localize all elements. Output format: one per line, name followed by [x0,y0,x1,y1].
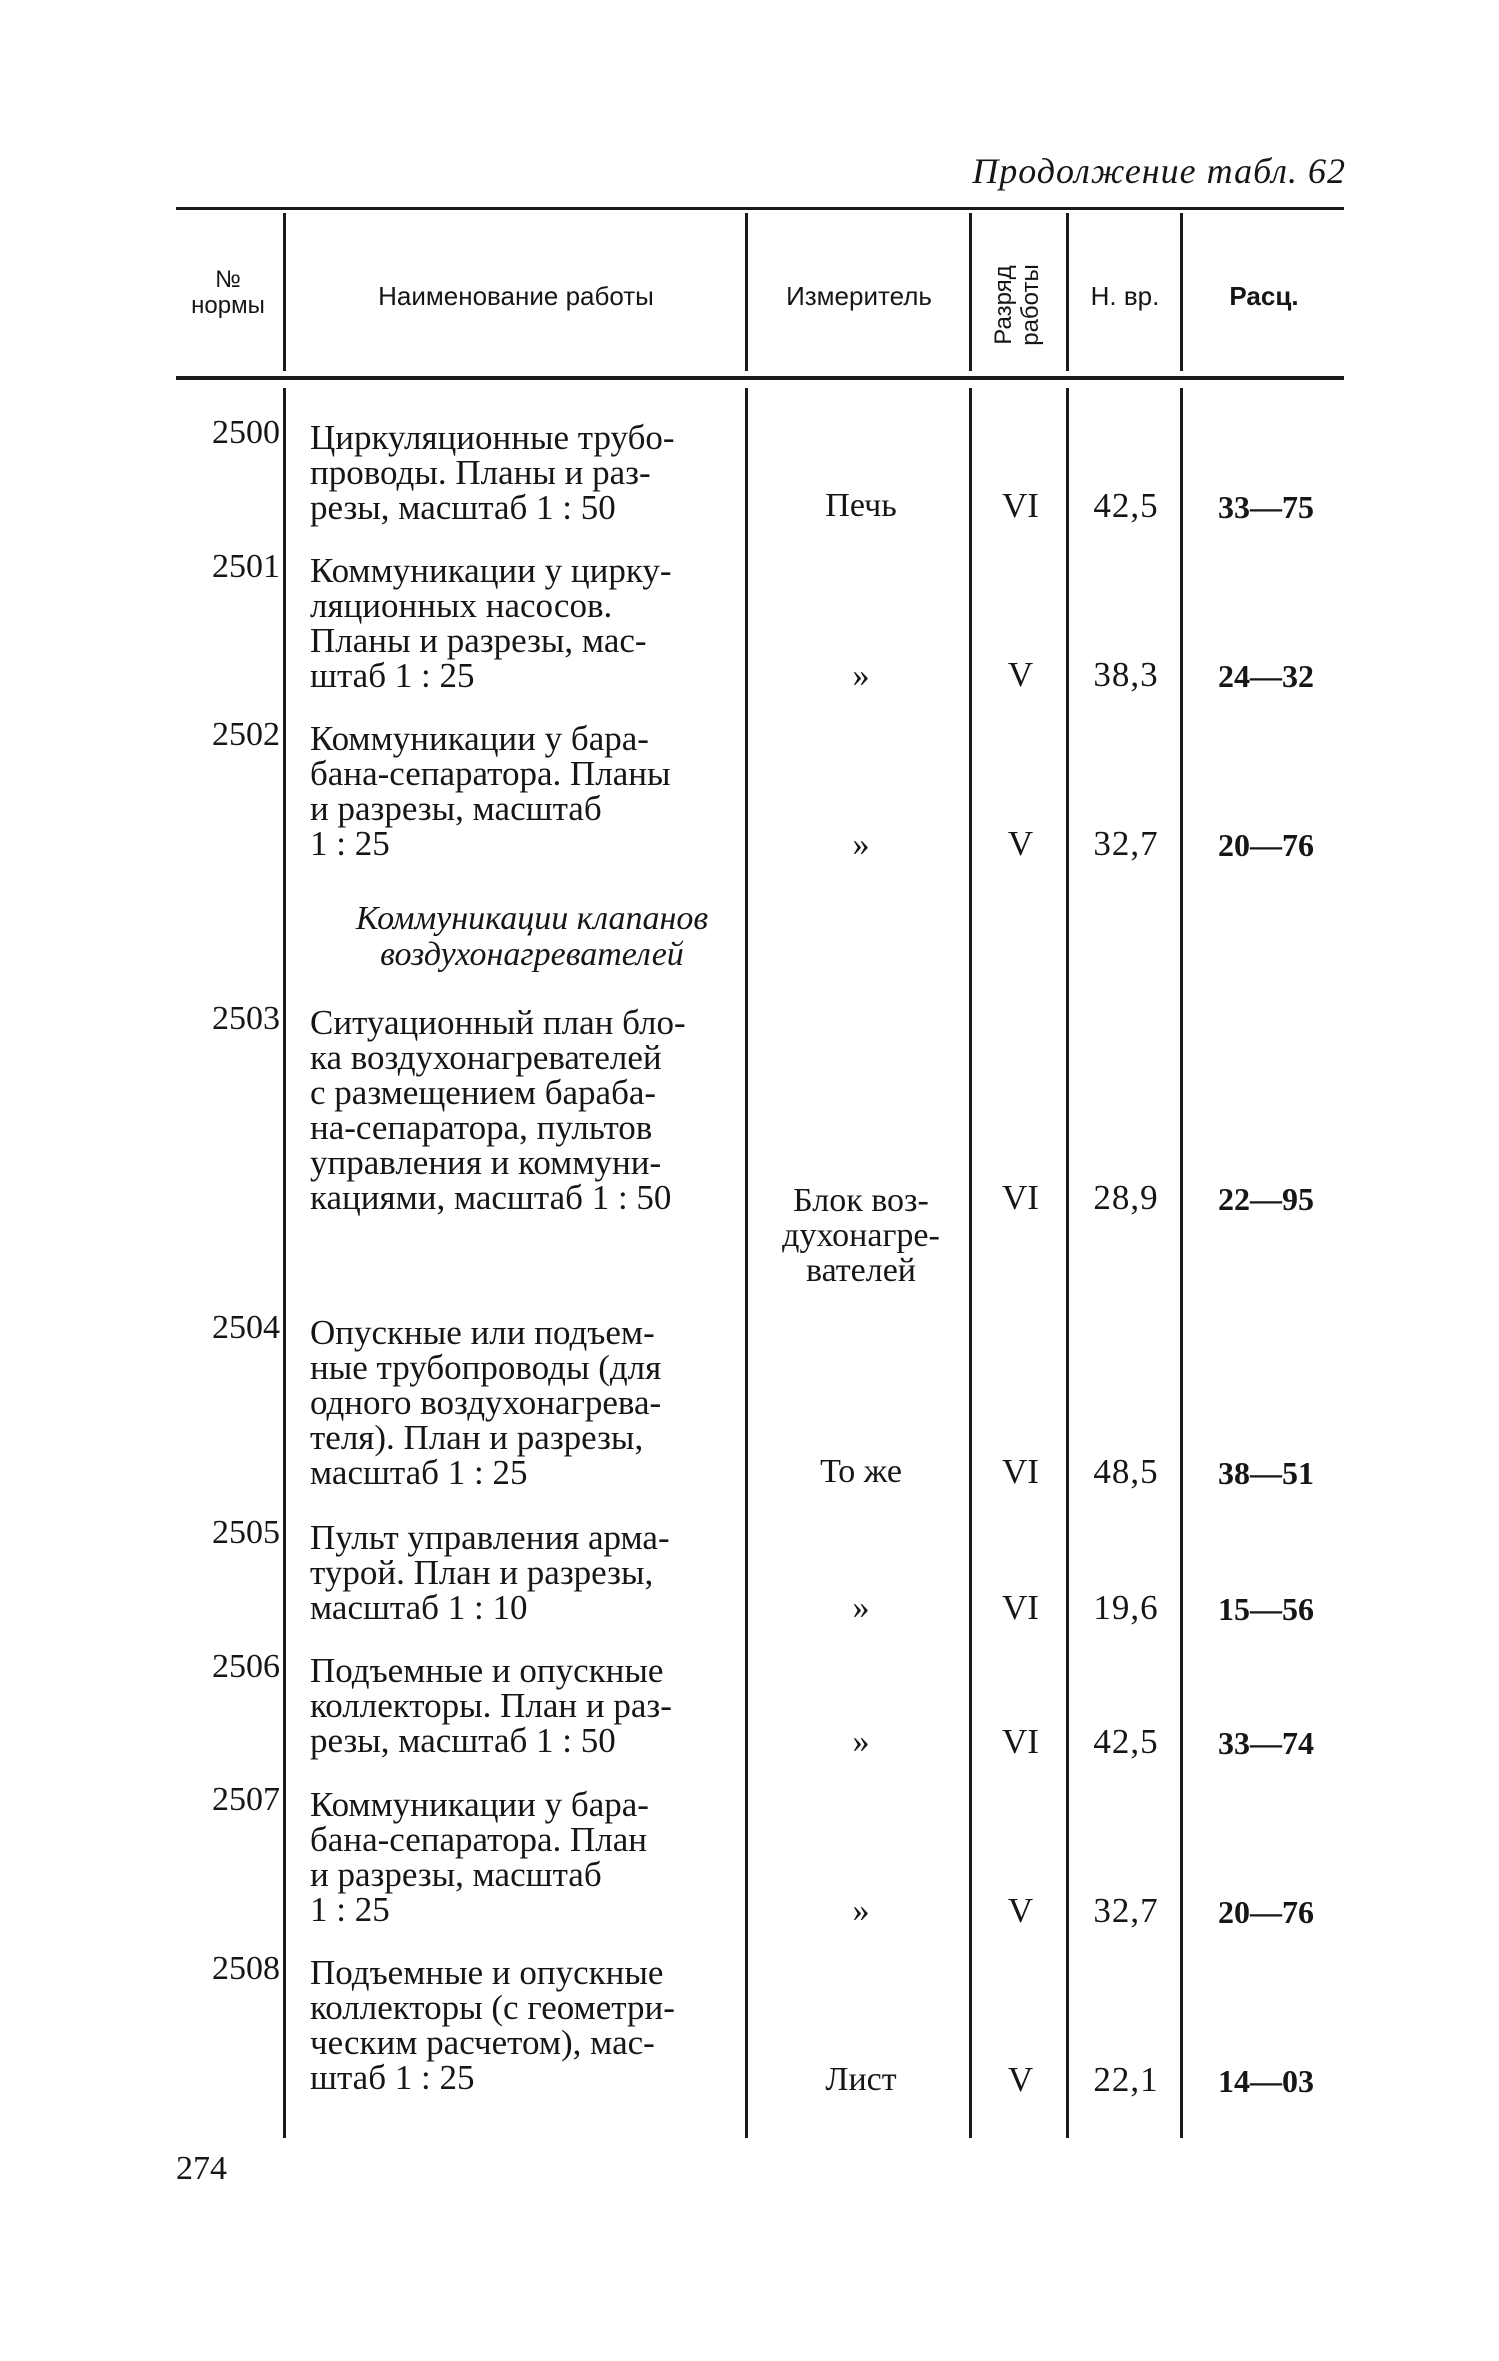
row-unit: » [852,1892,870,1929]
row-name [310,1653,735,1758]
row-time: 48,5 [1093,1452,1159,1491]
row-name-line: Планы и разрезы, мас- [310,621,647,660]
row-name-line: коллекторы (с геометри- [310,1988,675,2027]
row-name-line: ка воздухонагревателей [310,1038,662,1077]
row-grade: VI [1002,1722,1039,1761]
row-name-line: штаб 1 : 25 [310,2058,475,2097]
row-name-line: Подъемные и опускные [310,1953,664,1992]
row-name-line: 1 : 25 [310,824,390,863]
header-rate: Расц. [1229,280,1299,311]
row-name-line: кациями, масштаб 1 : 50 [310,1178,672,1217]
row-unit: » [852,826,870,863]
row-time: 38,3 [1093,655,1159,694]
row-name-line: Коммуникации у цирку- [310,551,672,590]
row-name-line: управления и коммуни- [310,1143,662,1182]
section-heading-line: воздухонагревателей [380,936,684,973]
table-top-rule [176,207,1344,210]
table-caption: Продолжение табл. 62 [972,151,1346,191]
col-divider [283,388,286,2138]
header-unit: Измеритель [786,280,932,311]
row-name-line: теля). План и разрезы, [310,1418,644,1457]
row-name [310,553,735,693]
col-divider [969,213,972,371]
row-grade: VI [1002,1178,1039,1217]
row-name-line: Ситуационный план бло- [310,1003,686,1042]
row-name-line: масштаб 1 : 10 [310,1588,528,1627]
row-rate: 15—56 [1218,1591,1314,1627]
row-unit-line: духонагре- [782,1217,940,1254]
row-grade: V [1007,824,1034,863]
row-unit [752,1183,970,1288]
row-unit-line: вателей [805,1252,917,1289]
row-time: 22,1 [1093,2060,1159,2099]
row-time: 28,9 [1093,1178,1159,1217]
row-name-line: резы, масштаб 1 : 50 [310,1721,616,1760]
col-divider [1180,213,1183,371]
row-unit: » [852,1589,870,1626]
row-rate: 14—03 [1218,2063,1314,2099]
header-number-line: нормы [191,292,265,319]
row-unit-line: Блок воз- [793,1182,929,1219]
row-time: 19,6 [1093,1588,1159,1627]
row-name-line: штаб 1 : 25 [310,656,475,695]
row-name-line: и разрезы, масштаб [310,1855,602,1894]
row-number: 2506 [212,1648,280,1685]
row-name [310,1955,735,2095]
row-time: 42,5 [1093,1722,1159,1761]
row-grade: V [1007,1891,1034,1930]
row-name-line: ческим расчетом), мас- [310,2023,655,2062]
row-name [310,1005,735,1215]
row-grade: VI [1002,1452,1039,1491]
row-rate: 22—95 [1218,1181,1314,1217]
row-name-line: коллекторы. План и раз- [310,1686,672,1725]
row-time: 32,7 [1093,1891,1159,1930]
header-grade-line: Разряд [990,265,1017,345]
row-name-line: Опускные или подъем- [310,1313,655,1352]
row-name-line: ляционных насосов. [310,586,613,625]
row-name-line: масштаб 1 : 25 [310,1453,528,1492]
row-name-line: турой. План и разрезы, [310,1553,654,1592]
col-divider [283,213,286,371]
col-divider [745,213,748,371]
row-time: 32,7 [1093,824,1159,863]
header-number-line: № [215,266,241,293]
header-number [176,258,280,328]
row-number: 2502 [212,716,280,753]
row-number: 2501 [212,548,280,585]
row-number: 2505 [212,1514,280,1551]
row-number: 2500 [212,414,280,451]
row-number: 2508 [212,1950,280,1987]
row-name-line: бана-сепаратора. План [310,1820,648,1859]
header-grade-line: работы [1017,264,1044,346]
row-unit: Лист [825,2061,897,2098]
row-rate: 33—74 [1218,1725,1314,1761]
header-time: Н. вр. [1090,280,1160,311]
row-rate: 38—51 [1218,1455,1314,1491]
row-grade: VI [1002,486,1039,525]
row-name [310,420,735,525]
row-unit: То же [820,1453,902,1490]
row-name-line: одного воздухонагрева- [310,1383,662,1422]
row-name-line: на-сепаратора, пультов [310,1108,653,1147]
row-unit: » [852,1723,870,1760]
col-divider [745,388,748,2138]
row-name-line: Коммуникации у бара- [310,1785,649,1824]
col-divider [1066,388,1069,2138]
section-heading-line: Коммуникации клапанов [355,900,709,937]
row-name-line: ные трубопроводы (для [310,1348,662,1387]
row-name-line: резы, масштаб 1 : 50 [310,488,616,527]
row-name-line: и разрезы, масштаб [310,789,602,828]
row-time: 42,5 [1093,486,1159,525]
header-bottom-rule [176,376,1344,380]
row-rate: 20—76 [1218,827,1314,863]
row-grade: V [1007,655,1034,694]
row-name [310,1520,735,1625]
row-name-line: Подъемные и опускные [310,1651,664,1690]
col-divider [1180,388,1183,2138]
header-grade [990,225,1046,385]
row-name-line: 1 : 25 [310,1890,390,1929]
row-rate: 20—76 [1218,1894,1314,1930]
row-number: 2503 [212,1000,280,1037]
row-grade: V [1007,2060,1034,2099]
row-name [310,1315,735,1490]
row-number: 2507 [212,1781,280,1818]
row-number: 2504 [212,1309,280,1346]
row-rate: 33—75 [1218,489,1314,525]
section-heading [312,901,752,973]
row-name-line: проводы. Планы и раз- [310,453,651,492]
row-unit: » [852,657,870,694]
row-name [310,1787,735,1927]
row-name-line: Коммуникации у бара- [310,719,649,758]
row-name-line: бана-сепаратора. Планы [310,754,671,793]
header-name: Наименование работы [378,280,654,311]
row-rate: 24—32 [1218,658,1314,694]
col-divider [1066,213,1069,371]
row-name-line: Пульт управления арма- [310,1518,670,1557]
row-name-line: Циркуляционные трубо- [310,418,675,457]
row-unit: Печь [825,487,897,524]
row-grade: VI [1002,1588,1039,1627]
page-number: 274 [176,2150,227,2187]
row-name-line: с размещением бараба- [310,1073,657,1112]
row-name [310,721,735,861]
